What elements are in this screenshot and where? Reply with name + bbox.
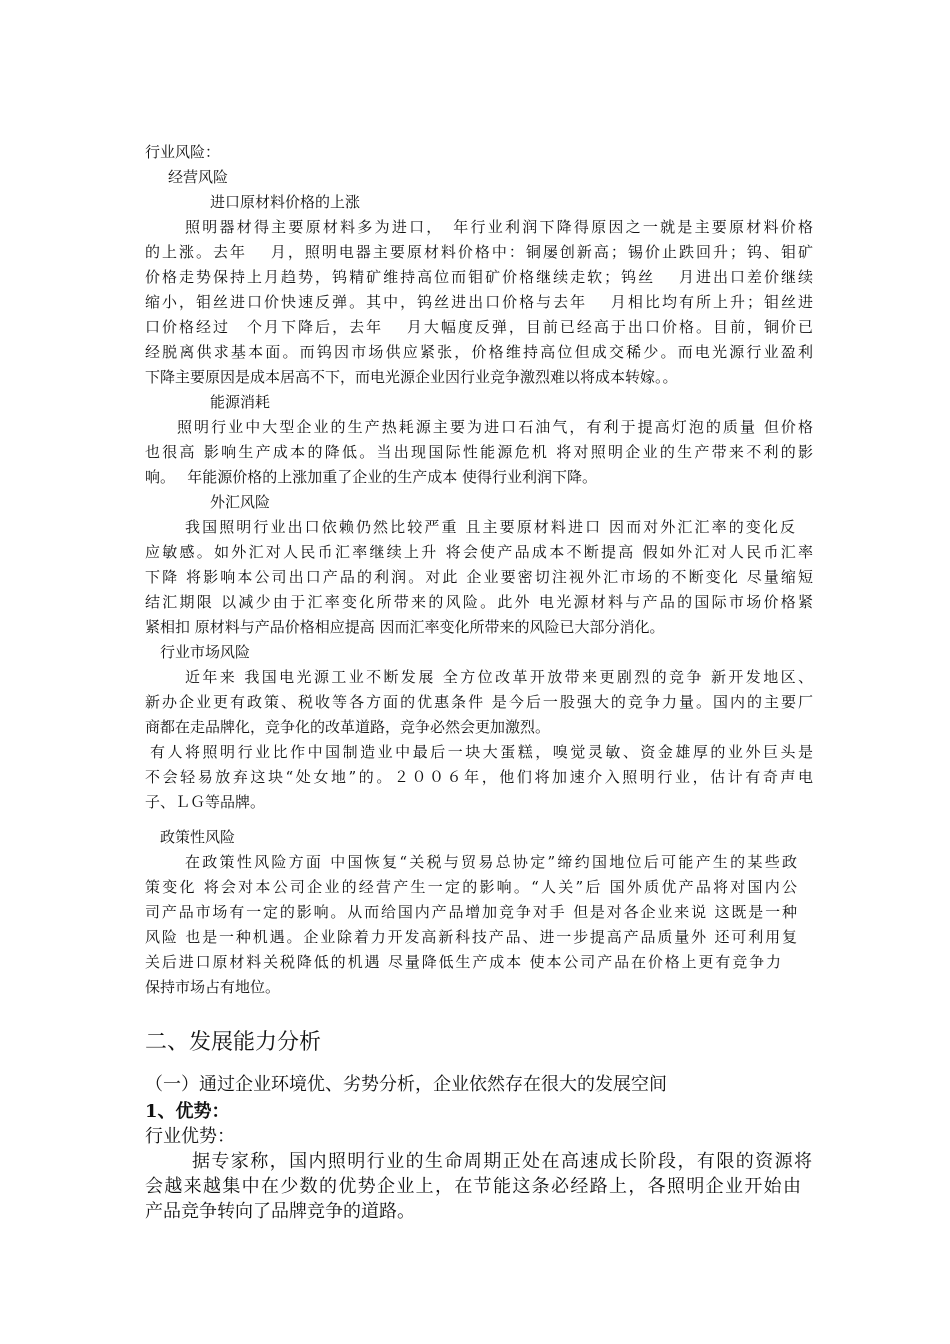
paragraph-line: 紧相扣 原材料与产品价格相应提高 因而汇率变化所带来的风险已大部分消化。 bbox=[145, 618, 665, 636]
subheading: 行业优势： bbox=[145, 1126, 235, 1147]
paragraph-line: 子、ＬＧ等品牌。 bbox=[145, 793, 266, 811]
subheading: 经营风险 bbox=[168, 168, 229, 186]
subheading: 进口原材料价格的上涨 bbox=[210, 193, 361, 211]
paragraph-line: 不会轻易放弃这块“处女地”的。２００６年，他们将加速介入照明行业，估计有奇声电 bbox=[145, 768, 813, 786]
paragraph-line: 下降主要原因是成本居高不下，而电光源企业因行业竞争激烈难以将成本转嫁。。 bbox=[145, 368, 678, 386]
paragraph-line: 也很高 影响生产成本的降低。当出现国际性能源危机 将对照明企业的生产带来不利的影 bbox=[145, 443, 813, 461]
paragraph-line: 策变化 将会对本公司企业的经营产生一定的影响。“人关”后 国外质优产品将对国内公 bbox=[145, 878, 797, 896]
paragraph-line: 响。 年能源价格的上涨加重了企业的生产成本 使得行业利润下降。 bbox=[145, 468, 598, 486]
paragraph-line: 新办企业更有政策、税收等各方面的优惠条件 是今后一股强大的竞争力量。国内的主要厂 bbox=[145, 693, 813, 711]
paragraph-line: 产品竞争转向了品牌竞争的道路。 bbox=[145, 1201, 415, 1222]
subheading: 外汇风险 bbox=[210, 493, 271, 511]
paragraph-line: 口价格经过 个月下降后，去年 月大幅度反弹，目前已经高于出口价格。目前，铜价已 bbox=[145, 318, 813, 336]
paragraph-line: 照明行业中大型企业的生产热耗源主要为进口石油气，有利于提高灯泡的质量 但价格 bbox=[177, 418, 813, 436]
list-heading: 1、优势： bbox=[145, 1101, 230, 1122]
paragraph-line: 据专家称，国内照明行业的生命周期正处在高速成长阶段，有限的资源将 bbox=[192, 1151, 812, 1172]
section-title: 二、发展能力分析 bbox=[145, 1030, 322, 1055]
paragraph-line: 关后进口原材料关税降低的机遇 尽量降低生产成本 使本公司产品在价格上更有竞争力 bbox=[145, 953, 781, 971]
paragraph-line: 照明器材得主要原材料多为进口， 年行业利润下降得原因之一就是主要原材料价格 bbox=[185, 218, 813, 236]
paragraph-line: 经脱离供求基本面。而钨因市场供应紧张，价格维持高位但成交稀少。而电光源行业盈利 bbox=[145, 343, 813, 361]
paragraph-line: 司产品市场有一定的影响。从而给国内产品增加竞争对手 但是对各企业来说 这既是一种 bbox=[145, 903, 797, 921]
paragraph-line: 在政策性风险方面 中国恢复“关税与贸易总协定”缔约国地位后可能产生的某些政 bbox=[185, 853, 797, 871]
paragraph-line: 价格走势保持上月趋势，钨精矿维持高位而钼矿价格继续走软；钨丝 月进出口差价继续 bbox=[145, 268, 813, 286]
paragraph-line: 我国照明行业出口依赖仍然比较严重 且主要原材料进口 因而对外汇汇率的变化反 bbox=[185, 518, 795, 536]
subheading: 行业市场风险 bbox=[160, 643, 251, 661]
subsection-heading: （一）通过企业环境优、劣势分析，企业依然存在很大的发展空间 bbox=[145, 1074, 667, 1095]
paragraph-line: 保持市场占有地位。 bbox=[145, 978, 281, 996]
paragraph-line: 应敏感。如外汇对人民币汇率继续上升 将会使产品成本不断提高 假如外汇对人民币汇率 bbox=[145, 543, 813, 561]
paragraph-line: 风险 也是一种机遇。企业除着力开发高新科技产品、进一步提高产品质量外 还可利用复 bbox=[145, 928, 797, 946]
paragraph-line: 缩小，钼丝进口价快速反弹。其中，钨丝进出口价格与去年 月相比均有所上升；钼丝进 bbox=[145, 293, 813, 311]
paragraph-line: 下降 将影响本公司出口产品的利润。对此 企业要密切注视外汇市场的不断变化 尽量缩短 bbox=[145, 568, 813, 586]
paragraph-line: 的上涨。去年 月，照明电器主要原材料价格中：铜屡创新高；锡价止跌回升；钨、钼矿 bbox=[145, 243, 813, 261]
paragraph-line: 会越来越集中在少数的优势企业上，在节能这条必经路上，各照明企业开始由 bbox=[145, 1176, 801, 1197]
section-label: 行业风险： bbox=[145, 143, 221, 161]
paragraph-line: 结汇期限 以减少由于汇率变化所带来的风险。此外 电光源材料与产品的国际市场价格紧 bbox=[145, 593, 813, 611]
subheading: 政策性风险 bbox=[160, 828, 236, 846]
paragraph-line: 商都在走品牌化，竞争化的改革道路，竞争必然会更加激烈。 bbox=[145, 718, 551, 736]
paragraph-line: 近年来 我国电光源工业不断发展 全方位改革开放带来更剧烈的竞争 新开发地区、 bbox=[185, 668, 813, 686]
subheading: 能源消耗 bbox=[210, 393, 271, 411]
paragraph-line: 有人将照明行业比作中国制造业中最后一块大蛋糕，嗅觉灵敏、资金雄厚的业外巨头是 bbox=[150, 743, 813, 761]
